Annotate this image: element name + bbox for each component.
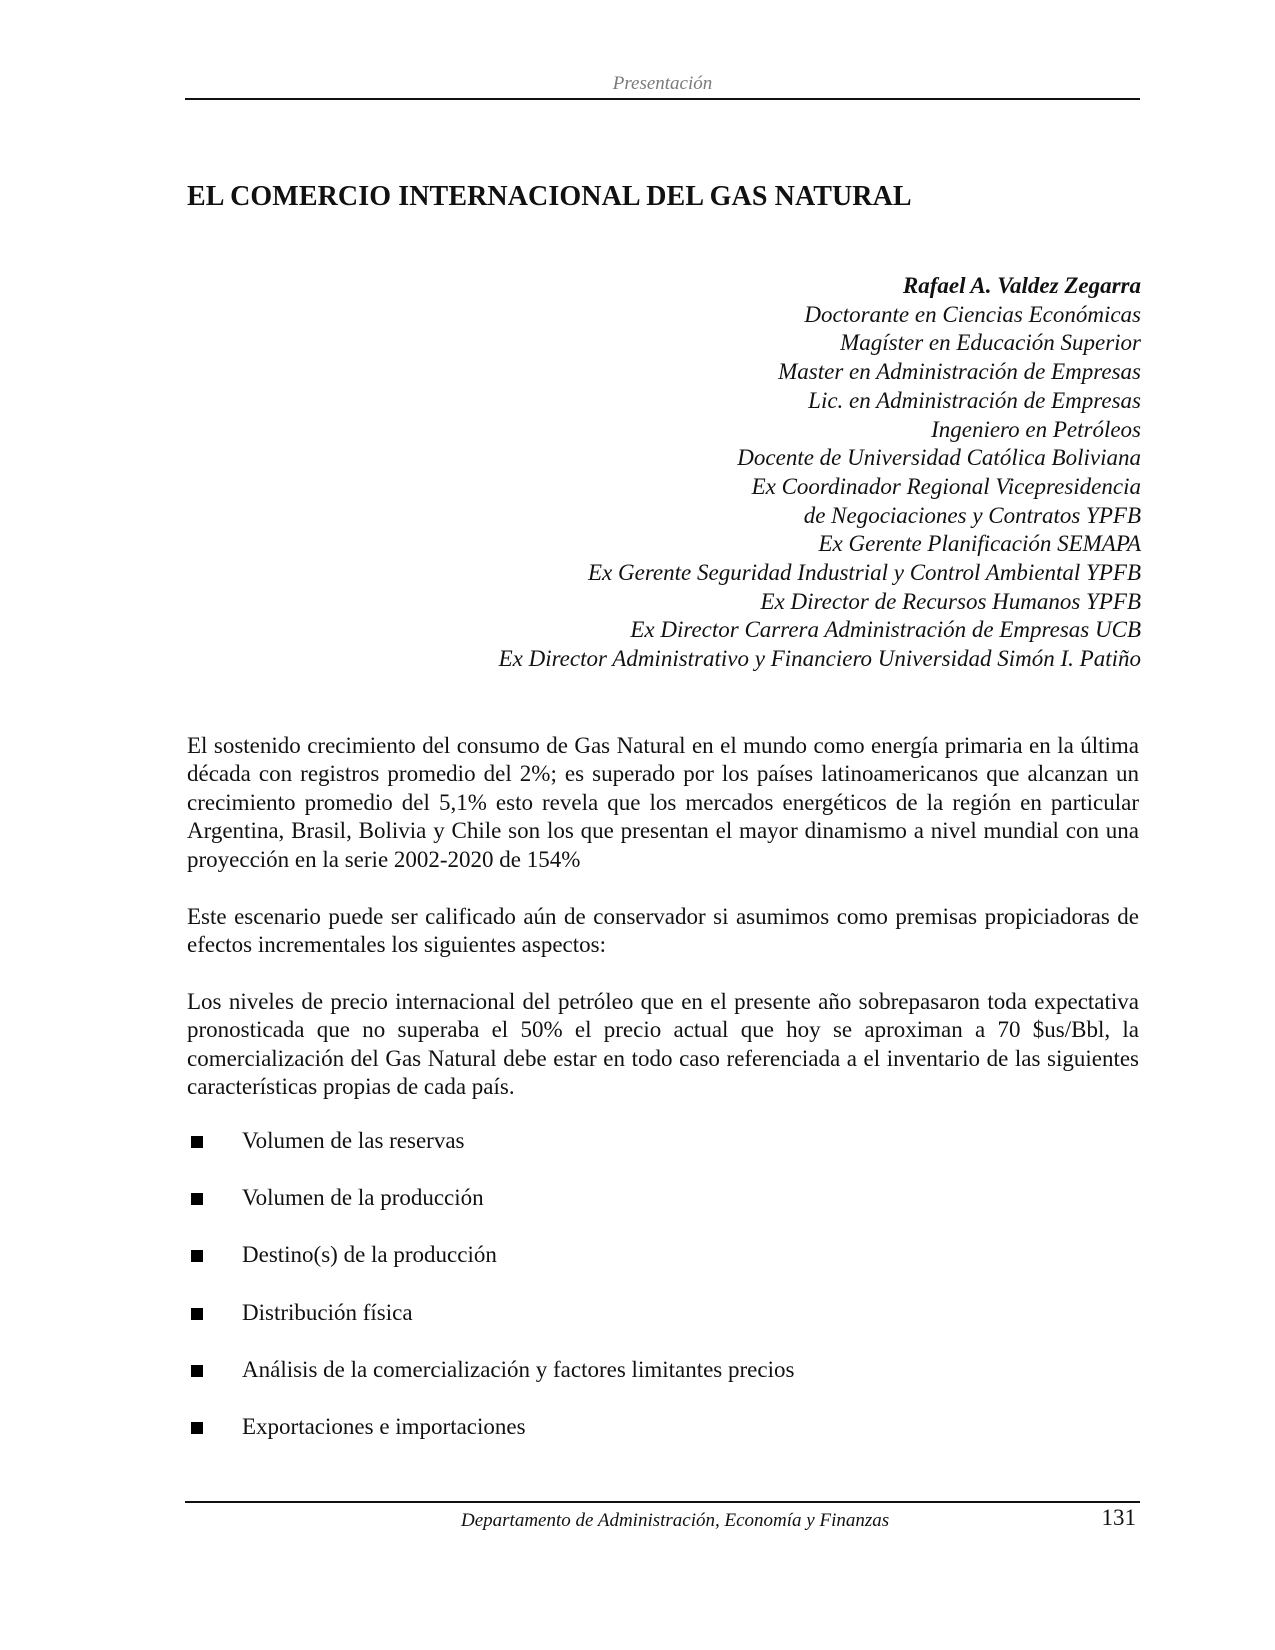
body-paragraph: El sostenido crecimiento del consumo de Gas Natural en el mundo como energía primaria en la última década con registros promedio del 2%; es superado por los países latinoamericanos que alcanzan un crecimiento promedio del 5,1% esto revela que los mercados energéticos de la región en particular Argentina, Brasil, Bolivia y Chile son los que presentan el mayor dinamismo a nivel mundial con una proyección en la serie 2002-2020 de 154% bbox=[187, 733, 1139, 872]
author-credential: Magíster en Educación Superior bbox=[840, 330, 1141, 356]
header-rule bbox=[185, 98, 1140, 100]
author-credential: Docente de Universidad Católica Boliviana bbox=[737, 445, 1141, 471]
square-bullet-icon bbox=[191, 1308, 203, 1320]
author-credential: Doctorante en Ciencias Económicas bbox=[804, 301, 1141, 327]
list-item-text: Destino(s) de la producción bbox=[242, 1242, 497, 1268]
square-bullet-icon bbox=[191, 1422, 203, 1434]
author-credential: Ex Director Administrativo y Financiero Universidad Simón I. Patiño bbox=[498, 646, 1141, 672]
author-credential: Ingeniero en Petróleos bbox=[931, 416, 1141, 442]
list-item-text: Análisis de la comercialización y factores limitantes precios bbox=[242, 1356, 795, 1382]
list-item-text: Volumen de la producción bbox=[242, 1185, 484, 1211]
list-item-text: Exportaciones e importaciones bbox=[242, 1413, 526, 1439]
author-credential: Ex Gerente Planificación SEMAPA bbox=[818, 531, 1141, 557]
footer-rule bbox=[185, 1501, 1140, 1503]
footer-department: Departamento de Administración, Economía y Finanzas bbox=[461, 1510, 890, 1531]
author-credential: Ex Director de Recursos Humanos YPFB bbox=[760, 588, 1141, 614]
author-credential: Ex Gerente Seguridad Industrial y Control Ambiental YPFB bbox=[588, 560, 1141, 586]
author-name: Rafael A. Valdez Zegarra bbox=[902, 273, 1141, 298]
author-credential: Ex Coordinador Regional Vicepresidencia bbox=[751, 473, 1141, 499]
author-credential: Master en Administración de Empresas bbox=[778, 359, 1141, 385]
running-header: Presentación bbox=[612, 73, 713, 94]
author-block bbox=[241, 272, 1141, 674]
square-bullet-icon bbox=[191, 1365, 203, 1377]
square-bullet-icon bbox=[191, 1136, 203, 1148]
article-title: EL COMERCIO INTERNACIONAL DEL GAS NATURAL bbox=[187, 181, 912, 212]
author-credential: Lic. en Administración de Empresas bbox=[808, 387, 1141, 413]
body-paragraph: Este escenario puede ser calificado aún de conservador si asumimos como premisas propiciadoras de efectos incrementales los siguientes aspectos: bbox=[187, 904, 1139, 958]
list-item-text: Volumen de las reservas bbox=[242, 1128, 465, 1153]
page-number: 131 bbox=[1101, 1505, 1136, 1530]
body-paragraph: Los niveles de precio internacional del petróleo que en el presente año sobrepasaron toda expectativa pronosticada que no superaba el 50% el precio actual que hoy se aproximan a 70 $us/Bbl, la comercialización del Gas Natural debe estar en todo caso referenciada a el inventario de las siguientes características propias de cada país. bbox=[187, 989, 1139, 1100]
author-credential: de Negociaciones y Contratos YPFB bbox=[803, 502, 1141, 528]
square-bullet-icon bbox=[191, 1193, 203, 1205]
square-bullet-icon bbox=[191, 1250, 203, 1262]
list-item-text: Distribución física bbox=[242, 1299, 413, 1325]
author-credential: Ex Director Carrera Administración de Empresas UCB bbox=[630, 617, 1141, 643]
